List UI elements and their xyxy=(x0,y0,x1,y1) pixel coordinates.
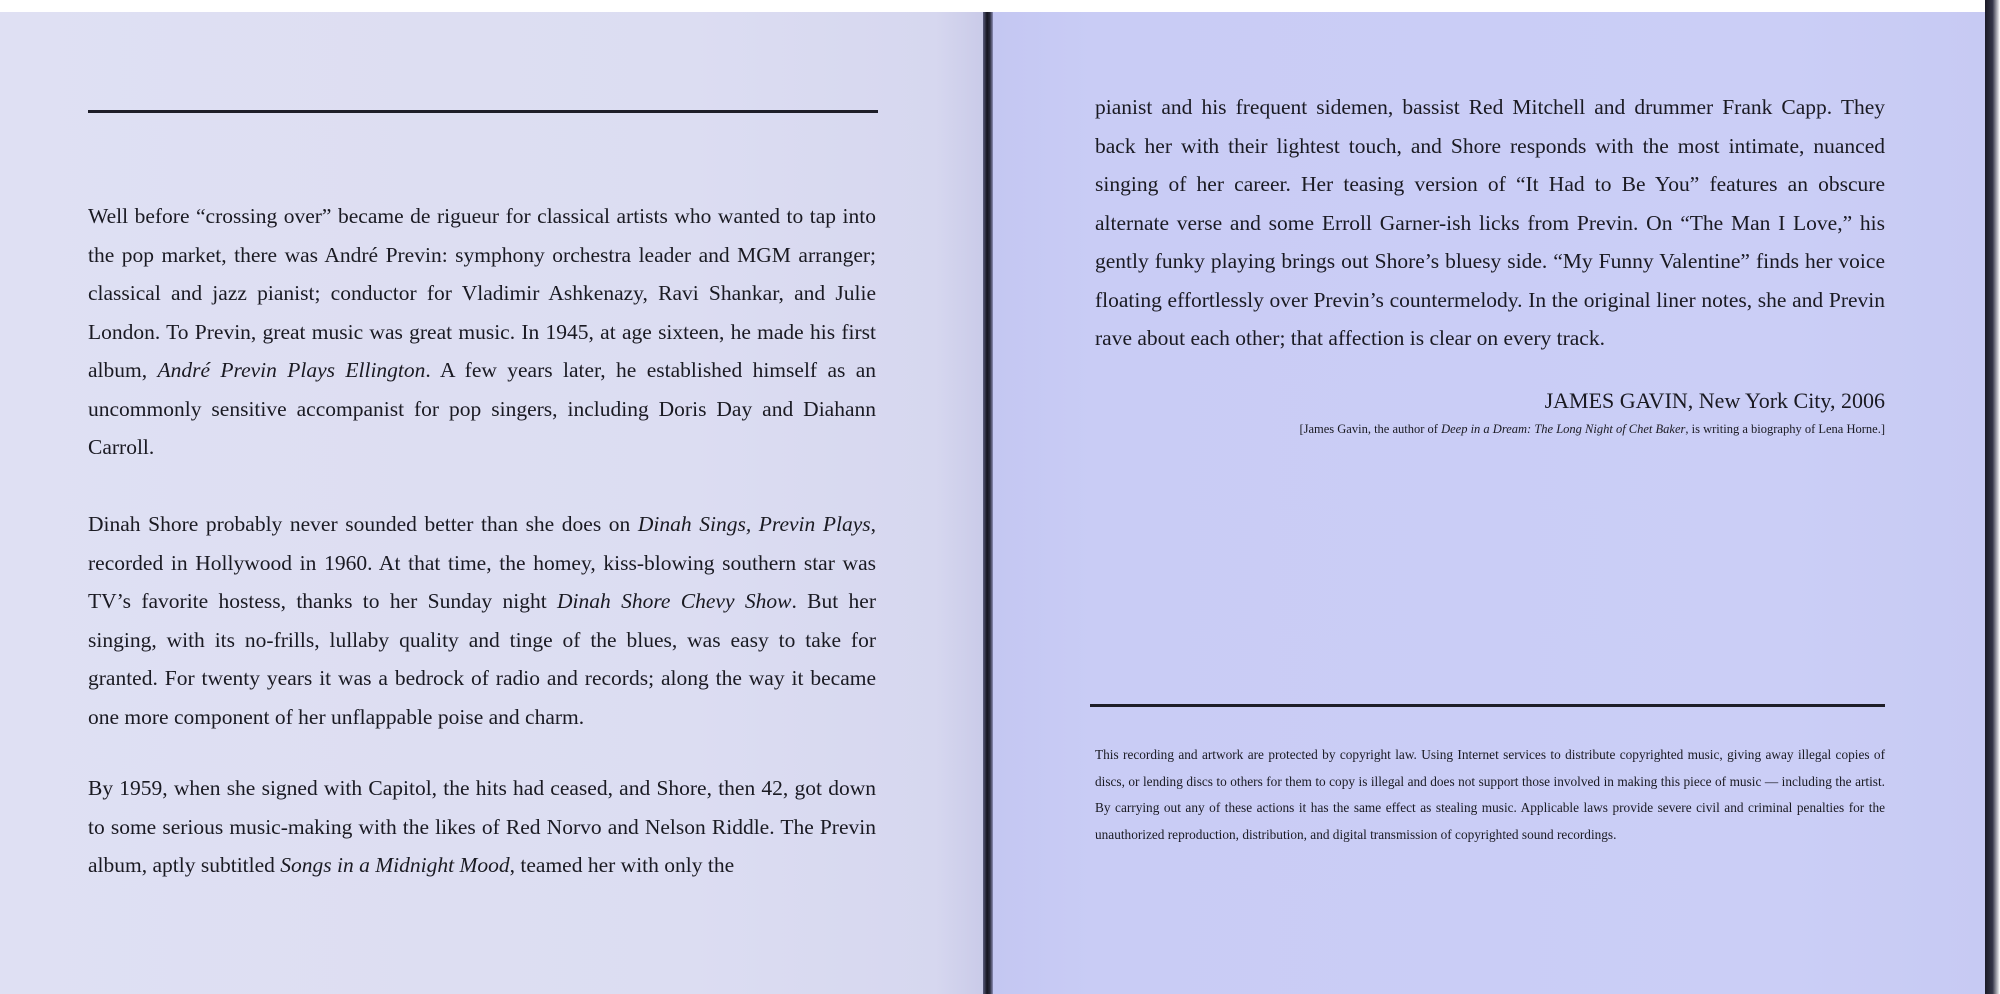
dinah-shore-paragraph xyxy=(88,505,876,736)
note-text: , is writing a biography of Lena Horne.] xyxy=(1685,422,1885,436)
intro-paragraph xyxy=(88,197,876,467)
left-page xyxy=(0,12,985,994)
paragraph-text: . A few years later, he established himself as an uncommonly sensitive accompanist for pop singers, including Doris Day and Diahann Carroll. xyxy=(88,358,876,459)
legal-rule xyxy=(1090,704,1885,707)
top-rule xyxy=(88,110,878,113)
continued-paragraph: pianist and his frequent sidemen, bassist Red Mitchell and drummer Frank Capp. They back her with their lightest touch, and Shore responds with the most intimate, nuanced singing of her career. Her teasing version of “It Had to Be You” features an obscure alternate verse and some Erroll Garner-ish licks from Previn. On “The Man I Love,” his gently funky playing brings out Shore’s bluesy side. “My Funny Valentine” finds her voice floating effortlessly over Previn’s countermelody. In the original liner notes, she and Previn rave about each other; that affection is clear on every track. xyxy=(1095,95,1885,350)
paragraph-text: . But her singing, with its no-frills, lullaby quality and tinge of the blues, was easy to take for granted. For twenty years it was a bedrock of radio and records; along the way it became one more component of her unflappable poise and charm. xyxy=(88,589,876,729)
copyright-notice: This recording and artwork are protected by copyright law. Using Internet services to distribute copyrighted music, giving away illegal copies of discs, or lending discs to others for them to copy is illegal and does not support those involved in making this piece of music — including the artist. By carrying out any of these actions it has the same effect as stealing music. Applicable laws provide severe civil and criminal penalties for the unauthorized reproduction, distribution, and digital transmission of copyrighted sound recordings. xyxy=(1095,747,1885,842)
album-title: André Previn Plays Ellington xyxy=(157,358,426,382)
paragraph-text: By 1959, when she signed with Capitol, the hits had ceased, and Shore, then 42, got down to some serious music-making with the likes of Red Norvo and Nelson Riddle. The Previn album, aptly subtitled xyxy=(88,776,876,877)
book-spine xyxy=(983,12,993,994)
capitol-paragraph xyxy=(88,769,876,885)
book-title: Deep in a Dream: The Long Night of Chet Baker xyxy=(1441,422,1686,436)
album-title: Dinah Sings, Previn Plays xyxy=(637,512,871,536)
show-title: Dinah Shore Chevy Show xyxy=(557,589,792,613)
page-edge-shadow xyxy=(1985,0,2000,994)
album-subtitle: Songs in a Midnight Mood xyxy=(280,853,510,877)
paragraph-text: , recorded in Hollywood in 1960. At that time, the homey, kiss-blowing southern star was TV’s favorite hostess, thanks to her Sunday night xyxy=(88,512,877,613)
signature-block xyxy=(1095,388,1885,458)
paragraph-text: Well before “crossing over” became de rigueur for classical artists who wanted to tap into the pop market, there was André Previn: symphony orchestra leader and MGM arranger; classical and jazz pianist; conductor for Vladimir Ashkenazy, Ravi Shankar, and Julie London. To Previn, great music was great music. In 1945, at age sixteen, he made his first album, xyxy=(88,204,876,382)
author-note xyxy=(1095,422,1885,437)
author-signature: JAMES GAVIN, New York City, 2006 xyxy=(1544,388,1885,413)
paragraph-text: , teamed her with only the xyxy=(509,853,735,877)
right-page xyxy=(993,12,1985,994)
note-text: [James Gavin, the author of xyxy=(1299,422,1442,436)
paragraph-text: Dinah Shore probably never sounded better than she does on xyxy=(88,512,638,536)
